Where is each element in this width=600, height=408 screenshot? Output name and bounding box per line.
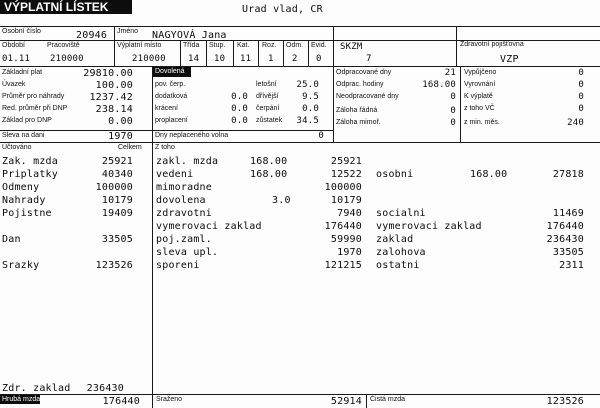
right-row-value: 236430	[546, 234, 584, 245]
dovolena-row-label: pov. čerp.	[155, 81, 186, 88]
zakladni-plat-label: Základní plat	[2, 69, 43, 76]
header-divider	[180, 40, 181, 66]
z-toho-row-label: vedeni	[156, 169, 194, 180]
organization: Urad vlad, CR	[242, 4, 323, 15]
osobni-cislo: 20946	[76, 30, 108, 41]
col-value-kat: 11	[240, 54, 252, 64]
right-row-label: ostatni	[376, 260, 420, 271]
prumer-pro-nahrady: 1237.42	[89, 92, 133, 103]
z-toho-row-label: sleva upl.	[156, 247, 219, 258]
z-toho-label: Z toho	[155, 144, 175, 151]
right-row-hours: 168.00	[470, 169, 508, 180]
srazeno-label: Sraženo	[156, 396, 183, 403]
odpracovane-label: Odprac. hodiny	[336, 81, 384, 88]
vypocty-value: 0	[578, 92, 584, 102]
z-toho-row-value: 176440	[324, 221, 362, 232]
extra-code: SKZM	[340, 42, 363, 52]
col-label-pracoviste: Pracoviště	[47, 42, 80, 49]
dovolena-row-v2: 9.5	[302, 92, 319, 102]
z-toho-row-hours: 168.00	[250, 156, 288, 167]
z-toho-row-value: 7940	[337, 208, 362, 219]
dovolena-header: Dovolená	[155, 68, 185, 75]
z-toho-row-hours: 168.00	[250, 169, 288, 180]
vypocty-value: 0	[578, 68, 584, 78]
vypocty-label: Vypůjčeno	[464, 69, 497, 76]
header-rule-top	[0, 26, 600, 27]
section-rule	[0, 142, 600, 143]
zdr-zaklad: 236430	[86, 383, 124, 394]
uctovano-row-label: Srazky	[2, 260, 40, 271]
col-label-vyplatni-misto: Výplatní místo	[117, 42, 162, 49]
odpracovane-label: Neodpracované dny	[336, 93, 399, 100]
right-row-value: 33505	[552, 247, 584, 258]
jmeno-label: Jméno	[117, 28, 139, 35]
bottom-divider	[366, 394, 367, 408]
col-value-roz: 1	[268, 54, 274, 64]
zdr-zaklad-label: Zdr. zaklad	[2, 383, 71, 394]
right-row-value: 2311	[559, 260, 584, 271]
col-label-evid: Evid.	[311, 42, 327, 49]
uctovano-row-label: Odmeny	[2, 182, 40, 193]
uctovano-row-value: 10179	[101, 195, 133, 206]
uctovano-row-value: 33505	[101, 234, 133, 245]
section-divider	[460, 66, 461, 142]
odpracovane-value: 21	[444, 68, 456, 78]
z-toho-row-label: sporeni	[156, 260, 200, 271]
right-row-label: socialni	[376, 208, 426, 219]
uctovano-row-label: Dan	[2, 234, 21, 245]
z-toho-row-days: 3.0	[272, 195, 291, 206]
uctovano-row-label: Nahrady	[2, 195, 46, 206]
z-toho-row-label: mimoradne	[156, 182, 212, 193]
col-value-evid: 0	[316, 54, 322, 64]
vypocty-value: 0	[578, 80, 584, 90]
celkem-label: Celkem	[118, 144, 142, 151]
red-prumer-label: Red. průměr při DNP	[2, 105, 68, 112]
dovolena-row-label2: čerpání	[256, 105, 280, 112]
uctovano-row-value: 100000	[95, 182, 133, 193]
header-rule-bottom	[0, 66, 600, 67]
z-toho-row-label: zakl. mzda	[156, 156, 219, 167]
dovolena-row-v1: 0.0	[231, 116, 248, 126]
odpracovane-label: Záloha mimoř.	[336, 119, 381, 126]
dovolena-row-label: dodatková	[155, 93, 188, 100]
uctovano-label: Účtováno	[2, 144, 32, 151]
odpracovane-value: 0	[450, 92, 456, 102]
header-divider	[233, 40, 234, 66]
col-value-vyplatni-misto: 210000	[132, 54, 166, 64]
header-divider	[114, 26, 115, 66]
right-row-value: 176440	[546, 221, 584, 232]
dovolena-row-v2: 0.0	[302, 104, 319, 114]
dovolena-row-label2: dřívější	[256, 93, 279, 100]
extra-num: 7	[366, 54, 372, 64]
uvazek: 100.00	[95, 80, 133, 91]
right-row-value: 11469	[552, 208, 584, 219]
col-value-trida: 14	[188, 54, 200, 64]
odpracovane-label: Odpracované dny	[336, 69, 392, 76]
col-label-stup: Stup.	[209, 42, 226, 49]
uctovano-row-label: Priplatky	[2, 169, 58, 180]
header-divider	[206, 40, 207, 66]
dovolena-row-v1: 0.0	[231, 104, 248, 114]
z-toho-row-value: 59990	[330, 234, 362, 245]
col-value-stup: 10	[214, 54, 226, 64]
z-toho-row-label: poj.zaml.	[156, 234, 212, 245]
osobni-cislo-label: Osobní číslo	[2, 28, 41, 35]
odpracovane-label: Záloha řádná	[336, 107, 378, 114]
dovolena-row-label: krácení	[155, 105, 178, 112]
dovolena-row-label: proplacení	[155, 117, 188, 124]
bottom-rule	[0, 394, 600, 395]
red-prumer: 238.14	[95, 104, 133, 115]
vypocty-label: z toho VČ	[464, 105, 495, 112]
page-title: VÝPLATNÍ LÍSTEK	[4, 0, 109, 14]
vypocty-label: z min. měs.	[464, 119, 500, 126]
z-toho-row-value: 121215	[324, 260, 362, 271]
right-row-label: osobni	[376, 169, 414, 180]
col-label-roz: Roz.	[262, 42, 277, 49]
zaklad-pro-dnp: 0.00	[108, 116, 133, 127]
right-row-label: vymerovaci zaklad	[376, 221, 482, 232]
uvazek-label: Úvazek	[2, 81, 26, 88]
hruba-mzda-label: Hrubá mzda	[2, 396, 41, 403]
uctovano-row-value: 40340	[101, 169, 133, 180]
header-divider	[333, 26, 334, 66]
col-label-trida: Třída	[183, 42, 200, 49]
sleva-na-dani: 1970	[108, 131, 133, 142]
uctovano-row-value: 19409	[101, 208, 133, 219]
cista-mzda-label: Čistá mzda	[370, 396, 406, 403]
srazeno: 52914	[330, 396, 362, 407]
odpracovane-value: 168.00	[422, 80, 456, 90]
z-toho-row-value: 100000	[324, 182, 362, 193]
col-value-obdobi: 01.11	[2, 54, 31, 64]
header-divider	[283, 40, 284, 66]
col-value-odm: 2	[292, 54, 298, 64]
odpracovane-value: 0	[450, 118, 456, 128]
zakladni-plat: 29810.00	[83, 68, 133, 79]
col-value-pracoviste: 210000	[50, 54, 84, 64]
zaklad-pro-dnp-label: Základ pro DNP	[2, 117, 52, 124]
vypocty-label: K výplatě	[464, 93, 493, 100]
z-toho-row-value: 1970	[337, 247, 362, 258]
header-divider	[258, 40, 259, 66]
dovolena-row-label2: letošní	[256, 81, 277, 88]
uctovano-row-label: Zak. mzda	[2, 156, 58, 167]
z-toho-row-label: vymerovaci zaklad	[156, 221, 262, 232]
z-toho-row-label: zdravotni	[156, 208, 212, 219]
header-divider	[456, 26, 457, 66]
col-label-kat: Kat.	[237, 42, 250, 49]
dovolena-row-v2: 25.0	[296, 80, 319, 90]
z-toho-row-value: 12522	[330, 169, 362, 180]
lower-divider	[152, 142, 153, 408]
uctovano-row-label: Pojistne	[2, 208, 52, 219]
vypocty-label: Vyrovnání	[464, 81, 496, 88]
hruba-mzda: 176440	[102, 396, 140, 407]
dovolena-row-v2: 34.5	[296, 116, 319, 126]
z-toho-row-label: dovolena	[156, 195, 206, 206]
dny-neplaceneho-volna-label: Dny neplaceného volna	[155, 132, 229, 139]
odpracovane-value: 0	[450, 106, 456, 116]
col-label-odm: Odm.	[286, 42, 304, 49]
zdravotni-pojistovna-label: Zdravotní pojišťovna	[460, 41, 524, 48]
col-label-obdobi: Období	[2, 42, 25, 49]
vypocty-value: 0	[578, 104, 584, 114]
z-toho-row-value: 10179	[330, 195, 362, 206]
jmeno: NAGYOVÁ Jana	[152, 30, 227, 41]
section-divider	[333, 66, 334, 142]
z-toho-row-value: 25921	[330, 156, 362, 167]
dovolena-row-label2: zůstatek	[256, 117, 283, 124]
dovolena-row-v1: 0.0	[231, 92, 248, 102]
header-divider	[308, 40, 309, 66]
right-row-value: 27818	[552, 169, 584, 180]
prumer-pro-nahrady-label: Průměr pro náhrady	[2, 93, 65, 100]
zdravotni-pojistovna: VZP	[500, 54, 519, 65]
dny-neplaceneho-volna: 0	[318, 131, 324, 141]
right-row-label: zalohova	[376, 247, 426, 258]
sleva-na-dani-label: Sleva na dani	[2, 132, 45, 139]
uctovano-row-value: 123526	[95, 260, 133, 271]
right-row-label: zaklad	[376, 234, 414, 245]
vypocty-value: 240	[567, 118, 584, 128]
cista-mzda: 123526	[546, 396, 584, 407]
uctovano-row-value: 25921	[101, 156, 133, 167]
